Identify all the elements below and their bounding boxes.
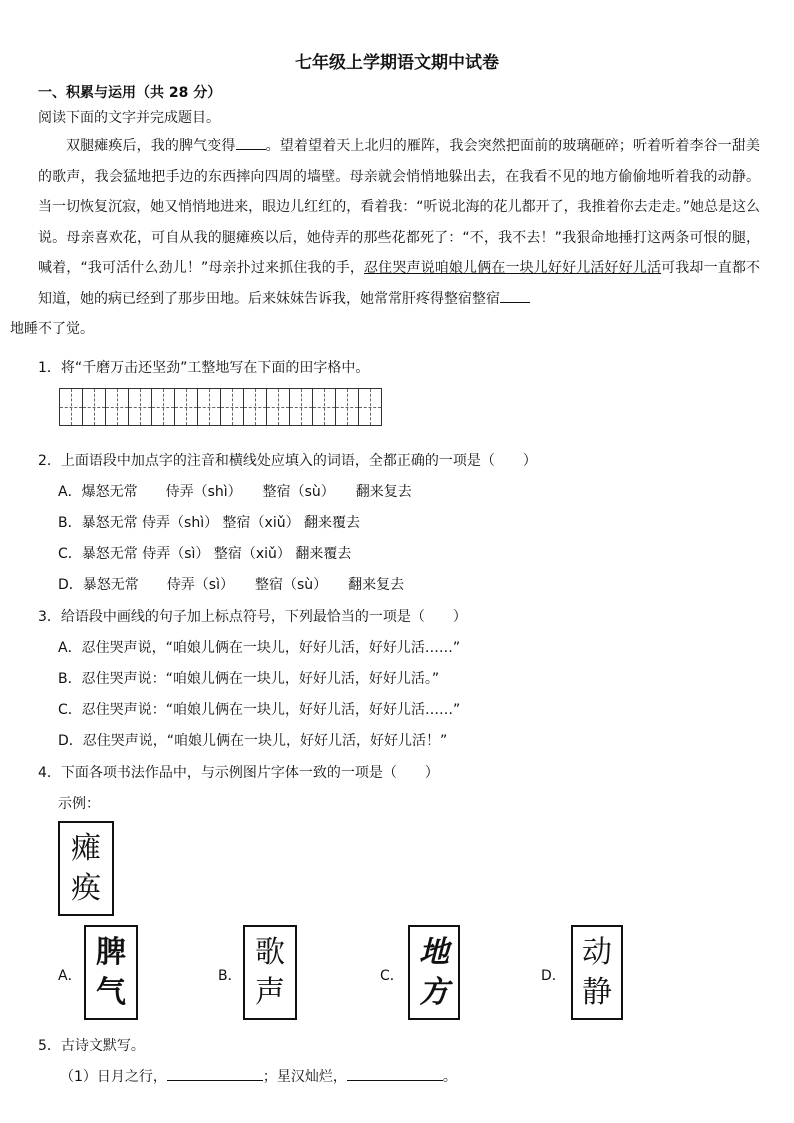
option-char: 地 bbox=[419, 934, 449, 970]
example-char: 瘫 bbox=[71, 830, 101, 866]
question-2-option-c[interactable]: C．暴怒无常 侍弄（sì） 整宿（xiǔ） 翻来覆去 bbox=[58, 546, 352, 562]
answer-blank[interactable] bbox=[500, 288, 530, 303]
passage-part-1: 双腿瘫痪后，我的脾气变得 bbox=[66, 138, 236, 154]
passage-part-4: 地睡不了觉。 bbox=[10, 321, 94, 337]
question-5-item-1 bbox=[60, 1066, 457, 1086]
q5-item1-part2: ；星汉灿烂， bbox=[262, 1069, 347, 1085]
option-d-calligraphy-card[interactable] bbox=[571, 925, 623, 1020]
option-d-label[interactable]: D． bbox=[541, 968, 566, 984]
grid-cell[interactable] bbox=[59, 388, 83, 426]
question-4-stem: 4．下面各项书法作品中，与示例图片字体一致的一项是（ ） bbox=[38, 765, 439, 781]
question-3-stem: 3．给语段中画线的句子加上标点符号，下列最恰当的一项是（ ） bbox=[38, 609, 467, 625]
grid-cell[interactable] bbox=[312, 388, 336, 426]
option-char: 脾 bbox=[96, 934, 126, 970]
question-3-option-d[interactable]: D．忍住哭声说，“咱娘儿俩在一块儿，好好儿活，好好儿活！” bbox=[58, 733, 448, 749]
grid-cell[interactable] bbox=[105, 388, 129, 426]
answer-blank[interactable] bbox=[347, 1066, 443, 1081]
grid-cell[interactable] bbox=[197, 388, 221, 426]
answer-blank[interactable] bbox=[167, 1066, 263, 1081]
grid-cell[interactable] bbox=[82, 388, 106, 426]
grid-cell[interactable] bbox=[335, 388, 359, 426]
page-title: 七年级上学期语文期中试卷 bbox=[295, 53, 499, 73]
underlined-sentence: 忍住哭声说咱娘儿俩在一块儿好好儿活好好儿活 bbox=[364, 260, 662, 276]
question-2-option-d[interactable]: D．暴怒无常 侍弄（sì） 整宿（sù） 翻来复去 bbox=[58, 577, 405, 593]
tianzige-grid[interactable] bbox=[60, 388, 382, 426]
grid-cell[interactable] bbox=[151, 388, 175, 426]
grid-cell[interactable] bbox=[174, 388, 198, 426]
q5-item1-part1: （1）日月之行， bbox=[60, 1069, 167, 1085]
passage-part-3: 可我却一直都不知道，她的病已经到了那步田地。后来妹妹告诉我，她常常肝疼得整宿整宿 bbox=[38, 260, 761, 307]
example-char: 痪 bbox=[71, 870, 101, 906]
question-3-option-b[interactable]: B．忍住哭声说：“咱娘儿俩在一块儿，好好儿活，好好儿活。” bbox=[58, 671, 440, 687]
option-c-calligraphy-card[interactable] bbox=[408, 925, 460, 1020]
option-c-label[interactable]: C． bbox=[380, 968, 404, 984]
grid-cell[interactable] bbox=[220, 388, 244, 426]
example-calligraphy-card bbox=[58, 821, 114, 916]
question-2-option-b[interactable]: B．暴怒无常 侍弄（shì） 整宿（xiǔ） 翻来覆去 bbox=[58, 515, 361, 531]
option-char: 歌 bbox=[255, 934, 285, 970]
option-a-calligraphy-card[interactable] bbox=[84, 925, 138, 1020]
option-char: 声 bbox=[255, 974, 285, 1010]
option-b-label[interactable]: B． bbox=[218, 968, 242, 984]
option-char: 静 bbox=[582, 974, 612, 1010]
option-char: 方 bbox=[419, 974, 449, 1010]
section-heading: 一、积累与运用（共 28 分） bbox=[38, 85, 222, 101]
answer-blank[interactable] bbox=[236, 135, 266, 150]
question-2-option-a[interactable]: A．爆怒无常 侍弄（shì） 整宿（sù） 翻来复去 bbox=[58, 484, 412, 500]
grid-cell[interactable] bbox=[358, 388, 382, 426]
option-char: 动 bbox=[582, 934, 612, 970]
q5-item1-part3: 。 bbox=[442, 1069, 457, 1085]
example-label: 示例： bbox=[58, 796, 100, 812]
question-2-stem: 2．上面语段中加点字的注音和横线处应填入的词语，全都正确的一项是（ ） bbox=[38, 453, 537, 469]
grid-cell[interactable] bbox=[289, 388, 313, 426]
grid-cell[interactable] bbox=[243, 388, 267, 426]
option-a-label[interactable]: A． bbox=[58, 968, 82, 984]
option-char: 气 bbox=[96, 974, 126, 1010]
reading-passage bbox=[10, 131, 761, 345]
question-1: 1．将“千磨万击还坚劲”工整地写在下面的田字格中。 bbox=[38, 360, 370, 376]
question-3-option-c[interactable]: C．忍住哭声说：“咱娘儿俩在一块儿，好好儿活，好好儿活……” bbox=[58, 702, 461, 718]
passage-part-2: 。望着望着天上北归的雁阵，我会突然把面前的玻璃砸碎；听着听着李谷一甜美的歌声，我会猛地把手边的东西摔向四周的墙壁。母亲就会悄悄地躲出去，在我看不见的地方偷偷地听着我的动静。当一切恢复沉寂，她又悄悄地进来，眼边儿红红的，看着我：“听说北海的花儿都开了，我推着你去走走。”她总是这么说。母亲喜欢花，可自从我的腿瘫痪以后，她侍弄的那些花都死了：“不，我不去！”我狠命地捶打这两条可恨的腿，喊着，“我可活什么劲儿！”母亲扑过来抓住我的手， bbox=[38, 138, 760, 276]
reading-instruction: 阅读下面的文字并完成题目。 bbox=[38, 110, 220, 126]
question-3-option-a[interactable]: A．忍住哭声说，“咱娘儿俩在一块儿，好好儿活，好好儿活……” bbox=[58, 640, 461, 656]
question-5-stem: 5．古诗文默写。 bbox=[38, 1038, 145, 1054]
grid-cell[interactable] bbox=[266, 388, 290, 426]
option-b-calligraphy-card[interactable] bbox=[243, 925, 297, 1020]
grid-cell[interactable] bbox=[128, 388, 152, 426]
